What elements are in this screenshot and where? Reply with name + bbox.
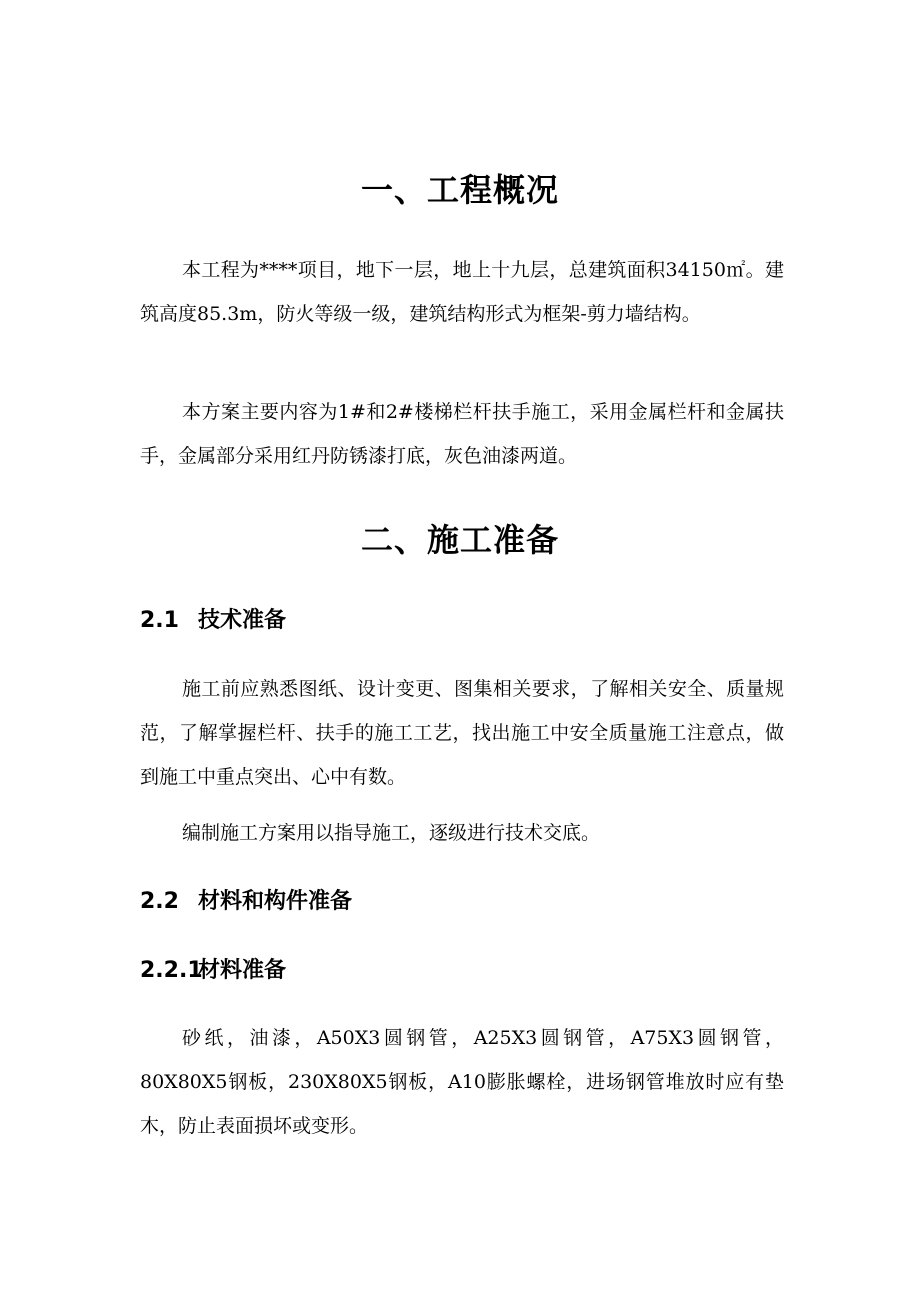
subsection-2-1-paragraph-2: 编制施工方案用以指导施工，逐级进行技术交底。 [182, 822, 601, 844]
subsection-2-2-1-number: 2.2.1 [140, 958, 203, 983]
subsection-2-2-title: 材料和构件准备 [198, 889, 353, 914]
section-2-title: 二、施工准备 [360, 521, 559, 559]
subsection-2-2-1-paragraph-1: 砂纸，油漆，A50X3圆钢管，A25X3圆钢管，A75X3圆钢管，80X80X5钢板，230X80X5钢板，A10膨胀螺栓，进场钢管堆放时应有垫木，防止表面损坏或变形。 [140, 1027, 784, 1137]
subsection-2-2-1-title: 材料准备 [198, 958, 287, 983]
subsection-2-1-number: 2.1 [140, 608, 179, 633]
subsection-2-2-1-heading [140, 956, 286, 986]
section-1-paragraph-2: 本方案主要内容为1#和2#楼梯栏杆扶手施工，采用金属栏杆和金属扶手，金属部分采用红丹防锈漆打底，灰色油漆两道。 [140, 401, 784, 467]
subsection-2-2-heading [140, 887, 352, 917]
subsection-2-1-heading [140, 606, 286, 636]
subsection-2-1-paragraph-1: 施工前应熟悉图纸、设计变更、图集相关要求，了解相关安全、质量规范，了解掌握栏杆、扶手的施工工艺，找出施工中安全质量施工注意点，做到施工中重点突出、心中有数。 [140, 678, 784, 788]
subsection-2-2-number: 2.2 [140, 889, 179, 914]
section-1-paragraph-1: 本工程为****项目，地下一层，地上十九层，总建筑面积34150㎡。建筑高度85.3m，防火等级一级，建筑结构形式为框架-剪力墙结构。 [140, 259, 784, 325]
section-1-title: 一、工程概况 [360, 171, 559, 209]
subsection-2-1-title: 技术准备 [198, 608, 287, 633]
